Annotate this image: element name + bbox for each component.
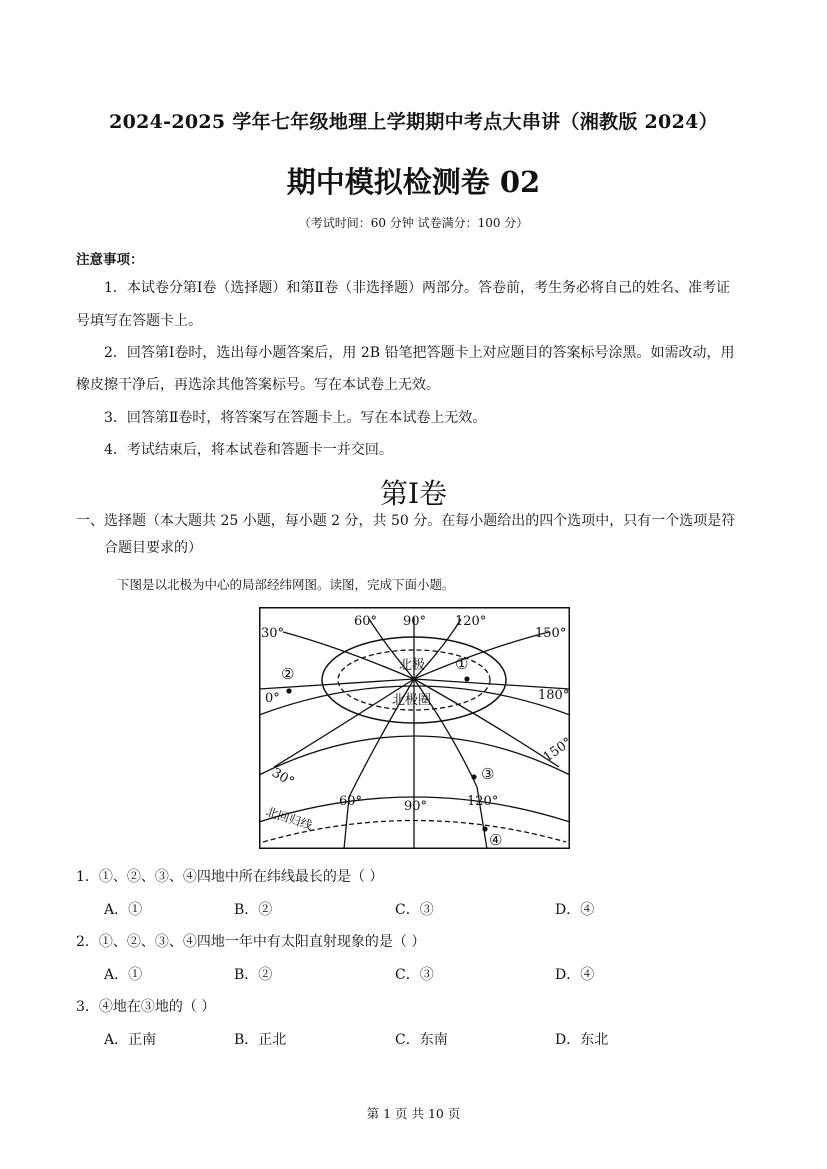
question-1-option-a: A．① — [104, 902, 143, 918]
label-point-2: ② — [281, 665, 295, 683]
question-2-option-b: B．② — [234, 967, 273, 983]
label-arctic-circle: 北极圈 — [392, 693, 432, 708]
question-intro: 下图是以北极为中心的局部经纬网图。读图，完成下面小题。 — [117, 577, 455, 592]
label-lon-180: 180° — [538, 688, 570, 703]
polar-grid-map — [259, 607, 575, 849]
part-1-instructions-line-2: 合题目要求的） — [104, 540, 202, 556]
label-lon-60-top: 60° — [354, 614, 378, 629]
label-lon-30-bottom: 30° — [269, 765, 297, 790]
notice-item-1-line-1: 1．本试卷分第Ⅰ卷（选择题）和第Ⅱ卷（非选择题）两部分。答卷前，考生务必将自己的姓名、准考证 — [104, 280, 730, 296]
question-2-option-c: C．③ — [395, 967, 434, 983]
notice-title: 注意事项： — [76, 252, 144, 268]
question-2-option-d: D．④ — [555, 967, 595, 983]
section-title: 第Ⅰ卷 — [379, 477, 448, 510]
question-3-option-b: B．正北 — [234, 1032, 287, 1048]
notice-item-1-line-2: 号填写在答题卡上。 — [76, 313, 202, 329]
page-footer: 第 1 页 共 10 页 — [366, 1106, 461, 1121]
question-1-option-d: D．④ — [555, 902, 595, 918]
label-north-pole: 北极 — [399, 658, 426, 673]
label-lon-0: 0° — [265, 691, 280, 706]
point-3-marker — [471, 774, 476, 779]
label-lon-90-bottom: 90° — [404, 799, 428, 814]
point-1-marker — [464, 676, 469, 681]
question-1-option-c: C．③ — [395, 902, 434, 918]
label-point-1: ① — [455, 655, 469, 673]
question-3-option-c: C．东南 — [395, 1032, 448, 1048]
question-3-stem: 3．④地在③地的（ ） — [76, 999, 216, 1015]
notice-item-4: 4．考试结束后，将本试卷和答题卡一并交回。 — [104, 442, 393, 458]
question-1-stem: 1．①、②、③、④四地中所在纬线最长的是（ ） — [76, 869, 384, 885]
notice-item-2-line-2: 橡皮擦干净后，再选涂其他答案标号。写在本试卷上无效。 — [76, 377, 440, 393]
question-3-option-a: A．正南 — [104, 1032, 157, 1048]
label-point-4: ④ — [489, 831, 503, 849]
question-2-stem: 2．①、②、③、④四地一年中有太阳直射现象的是（ ） — [76, 934, 426, 950]
point-2-marker — [286, 688, 291, 693]
document-subtitle: 2024-2025 学年七年级地理上学期期中考点大串讲（湘教版 2024） — [109, 111, 718, 133]
question-1-option-b: B．② — [234, 902, 273, 918]
question-2-option-a: A．① — [104, 967, 143, 983]
document-title: 期中模拟检测卷 02 — [286, 165, 541, 199]
label-lon-60-bottom: 60° — [339, 794, 363, 809]
point-4-marker — [482, 826, 487, 831]
notice-item-3: 3．回答第Ⅱ卷时，将答案写在答题卡上。写在本试卷上无效。 — [104, 410, 487, 426]
label-lon-90-top: 90° — [403, 614, 427, 629]
label-point-3: ③ — [481, 765, 495, 783]
part-1-instructions-line-1: 一、选择题（本大题共 25 小题，每小题 2 分，共 50 分。在每小题给出的四个选项中，只有一个选项是符 — [76, 513, 736, 529]
question-3-option-d: D．东北 — [555, 1032, 609, 1048]
label-lon-150-top: 150° — [535, 626, 567, 641]
label-lon-30-top: 30° — [261, 626, 285, 641]
label-tropic: 北回归线 — [264, 804, 315, 833]
notice-item-2-line-1: 2．回答第Ⅰ卷时，选出每小题答案后，用 2B 铅笔把答题卡上对应题目的答案标号涂黑。如需改动，用 — [104, 345, 735, 361]
label-lon-120-bottom: 120° — [467, 794, 499, 809]
exam-info: （考试时间：60 分钟 试卷满分：100 分） — [298, 216, 529, 230]
label-lon-120-top: 120° — [455, 614, 487, 629]
label-lon-150-bottom: 150° — [540, 735, 575, 766]
